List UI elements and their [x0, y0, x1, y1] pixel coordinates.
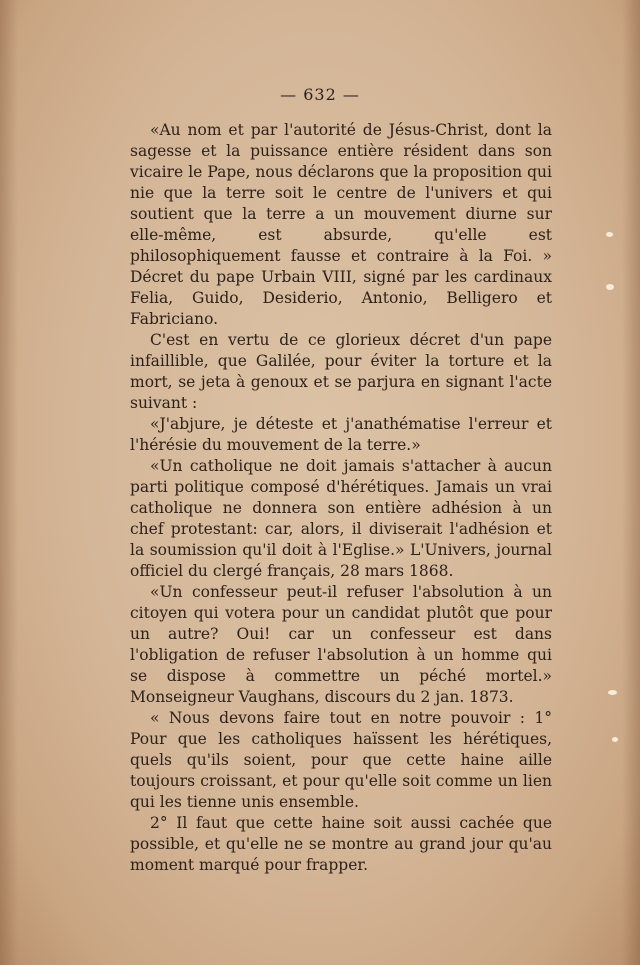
body-text: [130, 120, 552, 876]
left-edge-shadow: [0, 0, 18, 965]
paragraph: «Un confesseur peut-il refuser l'absolution à un citoyen qui votera pour un candidat plutôt que pour un autre? Oui! car un confesseur est dans l'obligation de refuser l'absolution à un homme qui se dispose à commettre un péché mortel.» Monseigneur Vaughans, discours du 2 jan. 1873.: [130, 583, 552, 706]
paper-hole: [606, 284, 614, 290]
paragraph: «J'abjure, je déteste et j'anathématise l'erreur et l'hérésie du mouvement de la terre.»: [130, 415, 552, 454]
right-edge-shadow: [622, 0, 640, 965]
paragraph: « Nous devons faire tout en notre pouvoir : 1° Pour que les catholiques haïssent les hérétiques, quels qu'ils soient, pour que cette haine aille toujours croissant, et pour qu'elle soit comme un lien qui les tienne unis ensemble.: [130, 709, 552, 811]
paper-hole: [606, 232, 613, 237]
paragraph: «Au nom et par l'autorité de Jésus-Christ, dont la sagesse et la puissance entière résident dans son vicaire le Pape, nous déclarons que la proposition qui nie que la terre soit le centre de l'univers et qui soutient que la terre a un mouvement diurne sur elle-même, est absurde, qu'elle est philosophiquement fausse et contraire à la Foi. » Décret du pape Urbain VIII, signé par les cardinaux Felia, Guido, Desiderio, Antonio, Belligero et Fabriciano.: [130, 121, 552, 328]
paragraph: 2° Il faut que cette haine soit aussi cachée que possible, et qu'elle ne se montre au grand jour qu'au moment marqué pour frapper.: [130, 814, 552, 874]
paper-hole: [608, 690, 617, 695]
paragraph: C'est en vertu de ce glorieux décret d'un pape infaillible, que Galilée, pour éviter la torture et la mort, se jeta à genoux et se parjura en signant l'acte suivant :: [130, 331, 552, 412]
page-number: — 632 —: [280, 85, 360, 104]
paper-hole: [612, 737, 618, 742]
paragraph: «Un catholique ne doit jamais s'attacher à aucun parti politique composé d'hérétiques. Jamais un vrai catholique ne donnera son entière adhésion à un chef protestant: car, alors, il diviserait l'adhésion et la soumission qu'il doit à l'Eglise.» L'Univers, journal officiel du clergé français, 28 mars 1868.: [130, 457, 552, 580]
